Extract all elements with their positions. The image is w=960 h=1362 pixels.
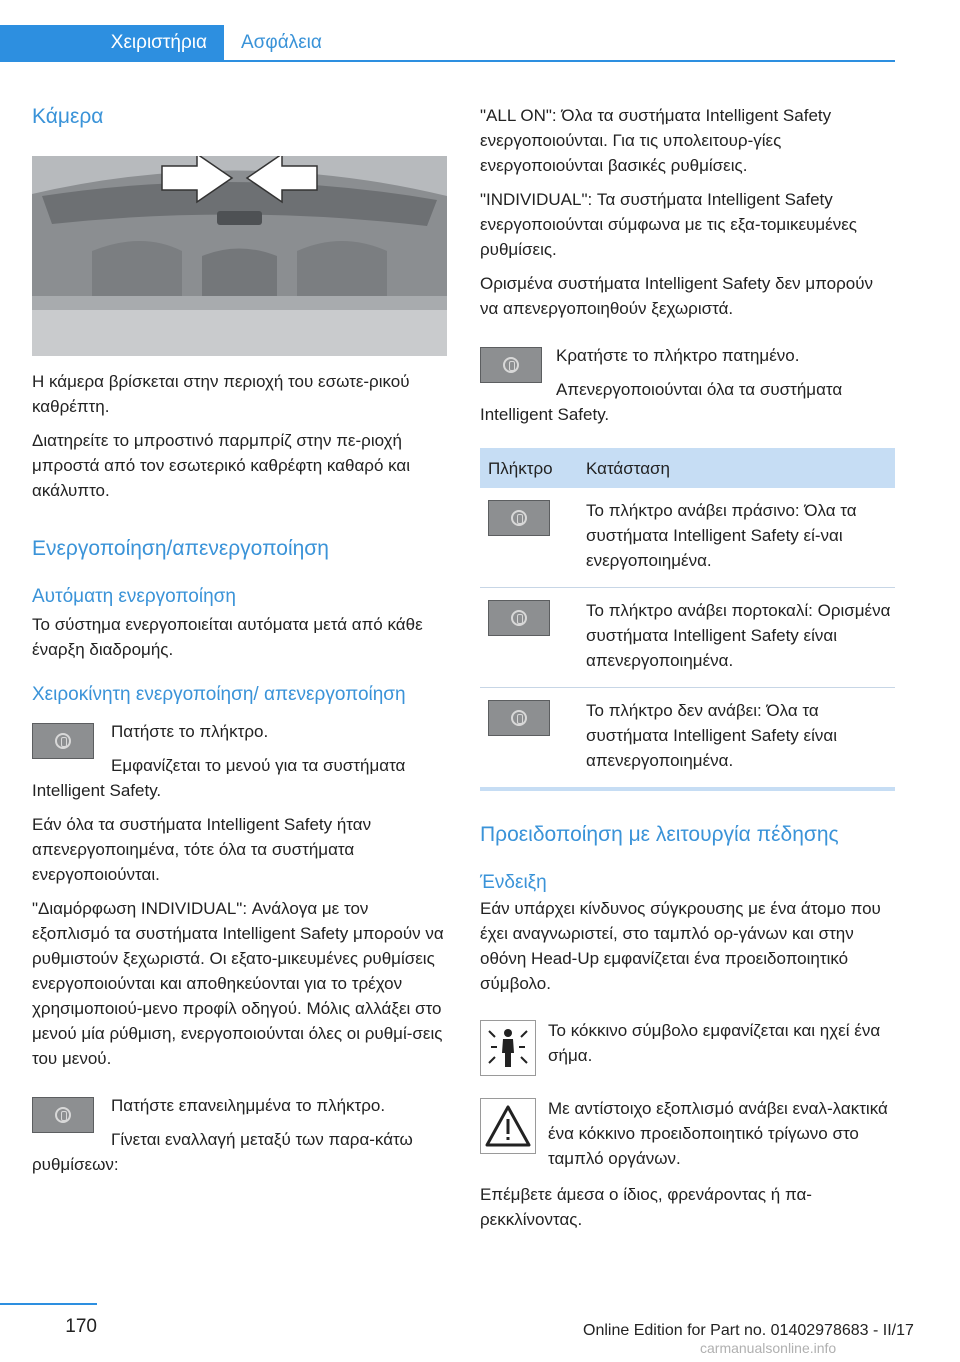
table-header-status: Κατάσταση (586, 448, 895, 488)
all-off-text: Εάν όλα τα συστήματα Intelligent Safety ήταν απενεργοποιημένα, τότε όλα τα συστήματα ενεργοποιούνται. (32, 815, 372, 884)
red-symbol-block (480, 1018, 895, 1080)
header-rule (0, 60, 895, 62)
table-cell-status: Το πλήκτρο δεν ανάβει: Όλα τα συστήματα Intelligent Safety είναι απενεργοποιημένα. (586, 688, 895, 790)
right-column (480, 100, 895, 1232)
toggle-settings-text: Γίνεται εναλλαγή μεταξύ των παρα-κάτω ρυθμίσεων: (32, 1130, 413, 1174)
button-orange-icon (488, 600, 550, 636)
indication-heading: Ένδειξη (480, 872, 547, 893)
intelligent-safety-button-icon (32, 1097, 94, 1133)
intelligent-safety-button-icon (32, 723, 94, 759)
table-cell-status: Το πλήκτρο ανάβει πορτοκαλί: Ορισμένα συστήματα Intelligent Safety είναι απενεργοποιημένα. (586, 588, 895, 688)
left-column (32, 100, 447, 1177)
red-symbol-text: Το κόκκινο σύμβολο εμφανίζεται και ηχεί ένα σήμα. (548, 1021, 881, 1065)
table-header-key: Πλήκτρο (480, 448, 586, 488)
press-key-text: Πατήστε το πλήκτρο. (111, 722, 269, 741)
indication-text: Εάν υπάρχει κίνδυνος σύγκρουσης με ένα άτομο που έχει αναγνωριστεί, στο ταμπλό ορ-γάνων και στην οθόνη Head-Up εμφανίζεται ένα προειδοποιητικό σύμβολο. (480, 899, 881, 993)
manual-heading: Χειροκίνητη ενεργοποίηση/ απενεργοποίηση (32, 684, 406, 705)
hold-key-text: Κρατήστε το πλήκτρο πατημένο. (556, 346, 800, 365)
camera-location-text: Η κάμερα βρίσκεται στην περιοχή του εσωτε-ρικού καθρέπτη. (32, 372, 410, 416)
warning-heading: Προειδοποίηση με λειτουργία πέδησης (480, 823, 839, 846)
button-green-icon (488, 500, 550, 536)
table-row (480, 688, 895, 790)
camera-keep-clear-text: Διατηρείτε το μπροστινό παρμπρίζ στην πε-ριοχή μπροστά από τον εσωτερικό καθρέφτη καθαρό και ακάλυπτο. (32, 431, 411, 500)
page-number: 170 (65, 1316, 97, 1337)
triangle-block (480, 1096, 895, 1172)
triangle-text: Με αντίστοιχο εξοπλισμό ανάβει εναλ-λακτικά ένα κόκκινο προειδοποιητικό τρίγωνο στο ταμπλό οργάνων. (548, 1099, 888, 1168)
edition-note: Online Edition for Part no. 01402978683 - II/17 (583, 1322, 914, 1339)
press-repeat-text: Πατήστε επανειλημμένα το πλήκτρο. (111, 1096, 386, 1115)
table-header-row (480, 448, 895, 488)
car-interior-illustration (32, 156, 447, 356)
menu-shown-text: Εμφανίζεται το μενού για τα συστήματα Intelligent Safety. (32, 756, 406, 800)
all-on-text: "ALL ON": Όλα τα συστήματα Intelligent Safety ενεργοποιούνται. Για τις υπολειτουρ-γίες ενεργοποιούνται βασικές ρυθμίσεις. (480, 106, 832, 175)
deactivated-text: Απενεργοποιούνται όλα τα συστήματα Intelligent Safety. (480, 380, 843, 424)
button-status-table (480, 448, 895, 791)
auto-text: Το σύστημα ενεργοποιείται αυτόματα μετά από κάθε έναρξη διαδρομής. (32, 615, 423, 659)
table-row (480, 588, 895, 688)
table-row (480, 488, 895, 588)
camera-heading: Κάμερα (32, 105, 104, 128)
individual-config-text: "Διαμόρφωση INDIVIDUAL": Ανάλογα με τον εξοπλισμό τα συστήματα Intelligent Safety μπορούν να ρυθμιστούν ξεχωριστά. Οι εξατο-μικευμένες ρυθμίσεις ενεργοποιούνται και αποθηκεύονται για το τρέχον χρησιμοποιού-μενο προφίλ οδηγού. Μόλις αλλάξει στο μενού μία ρύθμιση, ενεργοποιούνται όλες οι ρυθμί-σεις του μενού. (32, 899, 444, 1068)
individual-text: "INDIVIDUAL": Τα συστήματα Intelligent Safety ενεργοποιούνται σύμφωνα με τις εξα-τομικευμένες ρυθμίσεις. (480, 190, 857, 259)
auto-heading: Αυτόματη ενεργοποίηση (32, 586, 236, 607)
tab-safety[interactable]: Ασφάλεια (241, 32, 322, 53)
tab-controls[interactable]: Χειριστήρια (0, 25, 224, 61)
watermark: carmanualsonline.info (700, 1340, 837, 1356)
onoff-heading: Ενεργοποίηση/απενεργοποίηση (32, 537, 329, 560)
hold-key-block (480, 343, 895, 427)
table-cell-status: Το πλήκτρο ανάβει πράσινο: Όλα τα συστήματα Intelligent Safety εί-ναι ενεργοποιημένα. (586, 488, 895, 588)
warning-triangle-icon (480, 1098, 536, 1154)
intelligent-safety-button-icon (480, 347, 542, 383)
manual-press-block (32, 719, 447, 803)
pedestrian-warning-icon (480, 1020, 536, 1076)
repeat-press-block (32, 1093, 447, 1177)
some-systems-text: Ορισμένα συστήματα Intelligent Safety δεν μπορούν να απενεργοποιηθούν ξεχωριστά. (480, 274, 874, 318)
intervene-text: Επέμβετε άμεσα ο ίδιος, φρενάροντας ή πα-ρεκκλίνοντας. (480, 1185, 812, 1229)
page-number-rule (0, 1303, 97, 1305)
button-off-icon (488, 700, 550, 736)
camera-image (32, 156, 447, 356)
